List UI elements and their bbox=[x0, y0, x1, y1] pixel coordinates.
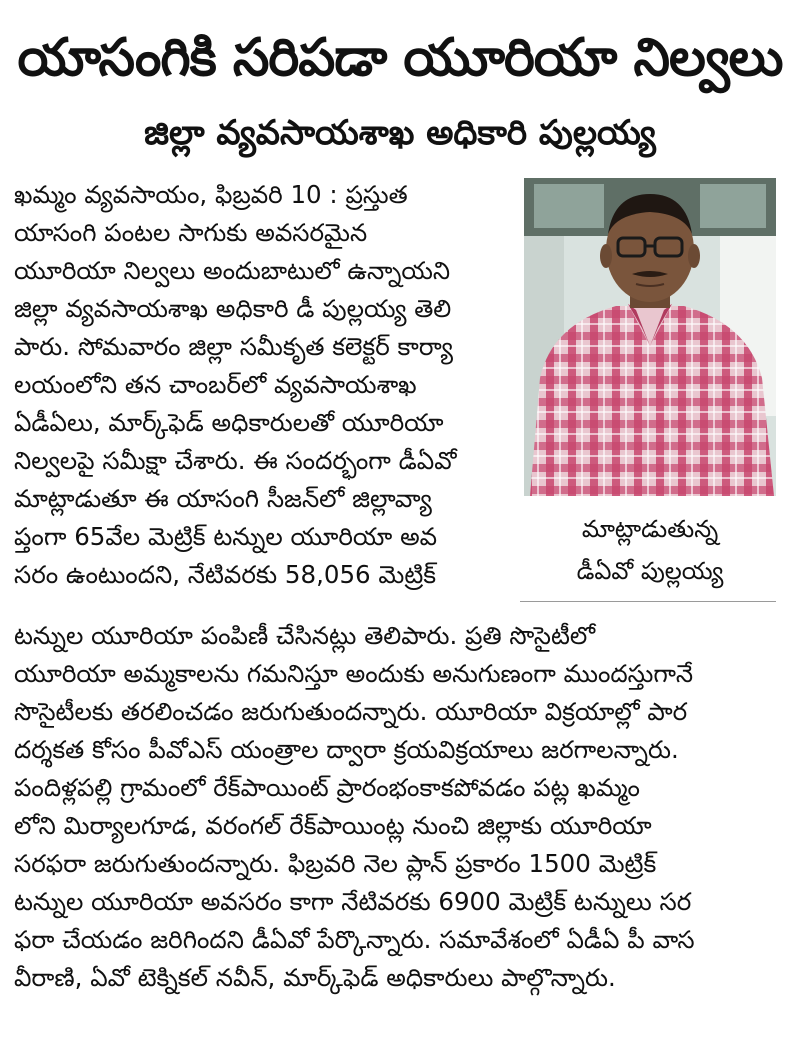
body-line-7: ఏడీఏలు, మార్క్‌ఫెడ్ అధికారులతో యూరియా bbox=[14, 408, 444, 437]
body-line-14: సొసైటీలకు తరలించడం జరుగుతుందన్నారు. యూరియా విక్రయాల్లో పార bbox=[14, 697, 688, 726]
person-photo-icon bbox=[524, 178, 776, 496]
body-line-1: ఖమ్మం వ్యవసాయం, ఫిబ్రవరి 10 : ప్రస్తుత bbox=[14, 180, 408, 209]
body-line-3: యూరియా నిల్వలు అందుబాటులో ఉన్నాయని bbox=[14, 256, 451, 285]
subheadline: జిల్లా వ్యవసాయశాఖ అధికారి పుల్లయ్య bbox=[144, 113, 656, 153]
photo-caption-line-2: డీఏవో పుల్లయ్య bbox=[576, 557, 724, 585]
body-line-8: నిల్వలపై సమీక్షా చేశారు. ఈ సందర్భంగా డీఏవో bbox=[14, 446, 457, 475]
body-line-10: ప్తంగా 65వేల మెట్రిక్ టన్నుల యూరియా అవ bbox=[14, 522, 438, 551]
body-line-11: సరం ఉంటుందని, నేటివరకు 58,056 మెట్రిక్ bbox=[14, 560, 437, 589]
person-photo bbox=[524, 178, 776, 496]
body-line-4: జిల్లా వ్యవసాయశాఖ అధికారి డీ పుల్లయ్య తెలి bbox=[14, 294, 452, 323]
body-line-2: యాసంగి పంటల సాగుకు అవసరమైన bbox=[14, 218, 368, 247]
body-line-21: వీరాణి, ఏవో టెక్నికల్ నవీన్, మార్క్‌ఫెడ్ అధికారులు పాల్గొన్నారు. bbox=[14, 963, 616, 992]
body-line-16: పందిళ్లపల్లి గ్రామంలో రేక్‌పాయింట్ ప్రారంభంకాకపోవడం పట్ల ఖమ్మం bbox=[14, 773, 640, 802]
caption-divider bbox=[520, 601, 776, 602]
body-line-18: సరఫరా జరుగుతుందన్నారు. ఫిబ్రవరి నెల ప్లాన్ ప్రకారం 1500 మెట్రిక్ bbox=[14, 849, 657, 878]
body-line-6: లయంలోని తన చాంబర్‌లో వ్యవసాయశాఖ bbox=[14, 370, 417, 399]
body-line-20: ఫరా చేయడం జరిగిందని డీఏవో పేర్కొన్నారు. సమావేశంలో ఏడీఏ పీ వాస bbox=[14, 925, 695, 954]
body-line-13: యూరియా అమ్మకాలను గమనిస్తూ అందుకు అనుగుణంగా ముందస్తుగానే bbox=[14, 659, 694, 688]
body-line-9: మాట్లాడుతూ ఈ యాసంగి సీజన్‌లో జిల్లావ్యా bbox=[14, 484, 432, 513]
headline: యాసంగికి సరిపడా యూరియా నిల్వలు bbox=[17, 28, 783, 88]
body-line-19: టన్నుల యూరియా అవసరం కాగా నేటివరకు 6900 మెట్రిక్ టన్నులు సర bbox=[14, 887, 692, 916]
body-line-12: టన్నుల యూరియా పంపిణీ చేసినట్లు తెలిపారు. ప్రతి సొసైటీలో bbox=[14, 621, 596, 650]
photo-caption-line-1: మాట్లాడుతున్న bbox=[581, 515, 719, 543]
body-line-17: లోని మిర్యాలగూడ, వరంగల్ రేక్‌పాయింట్ల నుంచి జిల్లాకు యూరియా bbox=[14, 811, 652, 840]
body-line-5: పారు. సోమవారం జిల్లా సమీకృత కలెక్టర్ కార్యా bbox=[14, 332, 453, 361]
body-line-15: దర్శకత కోసం పీవోఎస్ యంత్రాల ద్వారా క్రయవిక్రయాలు జరగాలన్నారు. bbox=[14, 735, 679, 764]
